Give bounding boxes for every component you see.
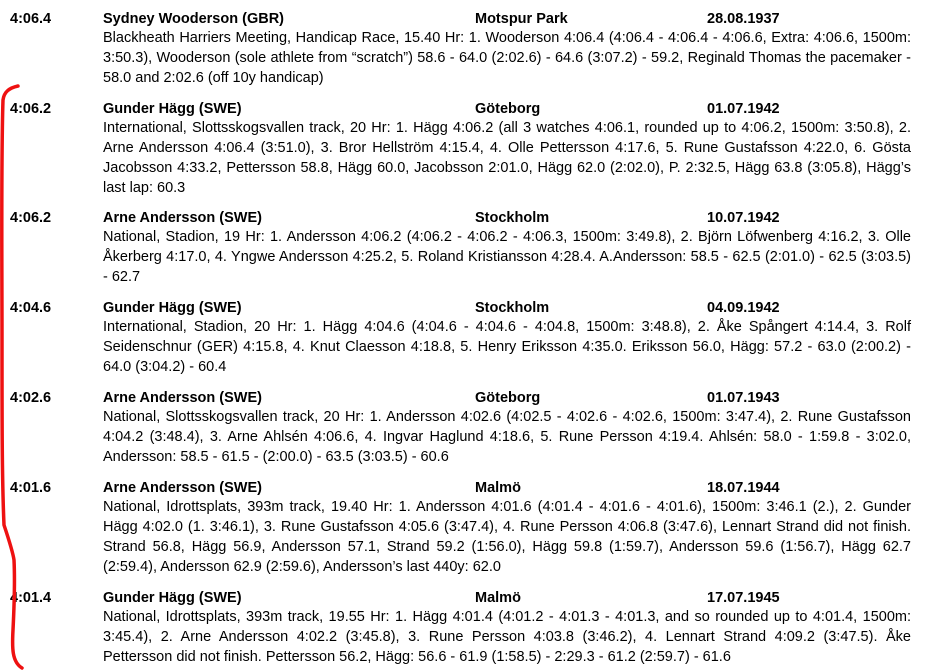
record-athlete: Arne Andersson (SWE) xyxy=(103,210,262,226)
record-date: 28.08.1937 xyxy=(707,11,780,27)
record-header xyxy=(0,208,925,228)
record-entry xyxy=(0,9,925,89)
record-description: Blackheath Harriers Meeting, Handicap Race, 15.40 Hr: 1. Wooderson 4:06.4 (4:06.4 - 4:06.4 - 4:06.6, Extra: 4:06.6, 1500m: 3:50.3), Wooderson (sole athlete from “scratch”) 58.6 - 64.0 (2:02.6) - 64.6 (3:07.2) - 59.2, Reginald Thomas the pacemaker - 58.0 and 2:02.6 (off 10y handicap) xyxy=(103,30,911,86)
record-athlete: Gunder Hägg (SWE) xyxy=(103,590,242,606)
record-entry xyxy=(0,588,925,668)
record-date: 18.07.1944 xyxy=(707,480,780,496)
record-time: 4:04.6 xyxy=(10,300,52,316)
record-header xyxy=(0,478,925,498)
record-description: National, Slottsskogsvallen track, 20 Hr: 1. Andersson 4:02.6 (4:02.5 - 4:02.6 - 4:02.6, 1500m: 3:47.4), 2. Rune Gustafsson 4:04.2 (3:48.4), 3. Arne Ahlsén 4:06.6, 4. Ingvar Haglund 4:18.6, 5. Rune Persson 4:19.4. Ahlsén: 58.0 - 1:59.8 - 3:02.0, Andersson: 58.5 - 61.5 - (2:00.0) - 63.5 (3:03.5) - 60.6 xyxy=(103,409,911,465)
record-athlete: Gunder Hägg (SWE) xyxy=(103,300,242,316)
record-time: 4:06.2 xyxy=(10,210,52,226)
record-athlete: Sydney Wooderson (GBR) xyxy=(103,11,284,27)
record-time: 4:06.4 xyxy=(10,11,52,27)
record-entry xyxy=(0,388,925,468)
record-entry xyxy=(0,99,925,199)
record-description: National, Stadion, 19 Hr: 1. Andersson 4:06.2 (4:06.2 - 4:06.2 - 4:06.3, 1500m: 3:49.8), 2. Björn Löfwenberg 4:16.2, 3. Olle Åkerberg 4:17.0, 4. Yngwe Andersson 4:25.2, 5. Roland Kristiansson 4:28.4. A.Andersson: 58.5 - 62.5 (2:01.0) - 62.5 (3:03.5) - 62.7 xyxy=(103,229,911,285)
record-athlete: Gunder Hägg (SWE) xyxy=(103,101,242,117)
record-entry xyxy=(0,298,925,378)
record-header xyxy=(0,298,925,318)
record-date: 17.07.1945 xyxy=(707,590,780,606)
record-venue: Stockholm xyxy=(475,210,550,226)
record-header xyxy=(0,388,925,408)
record-description: National, Idrottsplats, 393m track, 19.55 Hr: 1. Hägg 4:01.4 (4:01.2 - 4:01.3 - 4:01.3, and so rounded up to 4:01.4, 1500m: 3:45.4), 2. Arne Andersson 4:02.2 (3:45.8), 3. Rune Persson 4:03.8 (3:46.2), 4. Lennart Strand 4:09.2 (3:47.5). Åke Pettersson did not finish. Pettersson 56.2, Hägg: 56.6 - 61.9 (1:58.5) - 2:29.3 - 61.2 (2:59.7) - 61.6 xyxy=(103,609,911,665)
record-time: 4:06.2 xyxy=(10,101,52,117)
record-header xyxy=(0,9,925,29)
record-header xyxy=(0,99,925,119)
record-time: 4:01.6 xyxy=(10,480,52,496)
record-venue: Göteborg xyxy=(475,101,541,117)
record-date: 01.07.1942 xyxy=(707,101,780,117)
record-description: National, Idrottsplats, 393m track, 19.40 Hr: 1. Andersson 4:01.6 (4:01.4 - 4:01.6 - 4:01.6), 1500m: 3:46.1 (2.), 2. Gunder Hägg 4:02.0 (1. 3:46.1), 3. Rune Gustafsson 4:05.6 (3:47.4), 4. Rune Persson 4:06.8 (3:47.6), Lennart Strand did not finish. Strand 56.8, Hägg 56.9, Andersson 57.1, Strand 59.2 (1:56.0), Hägg 59.8 (1:59.7), Andersson 59.6 (1:56.7), Hägg 62.7 (2:59.4), Andersson 62.9 (2:59.6), Andersson’s last 440y: 62.0 xyxy=(103,499,911,575)
record-entry xyxy=(0,478,925,578)
record-venue: Göteborg xyxy=(475,390,541,406)
record-athlete: Arne Andersson (SWE) xyxy=(103,390,262,406)
record-date: 04.09.1942 xyxy=(707,300,780,316)
record-entry xyxy=(0,208,925,288)
record-venue: Stockholm xyxy=(475,300,550,316)
record-header xyxy=(0,588,925,608)
record-date: 01.07.1943 xyxy=(707,390,780,406)
record-time: 4:01.4 xyxy=(10,590,52,606)
record-venue: Motspur Park xyxy=(475,11,568,27)
record-description: International, Slottsskogsvallen track, 20 Hr: 1. Hägg 4:06.2 (all 3 watches 4:06.1, rounded up to 4:06.2, 1500m: 3:50.8), 2. Arne Andersson 4:06.4 (3:51.0), 3. Bror Hellström 4:15.4, 4. Olle Pettersson 4:17.6, 5. Rune Gustafsson 4:22.0, 6. Gösta Jacobsson 4:33.2, Pettersson 58.8, Hägg 60.0, Jacobsson 2:01.0, Hägg 62.0 (2:02.0), P. 2:32.5, Hägg 63.8 (3:05.8), Hägg’s last lap: 60.3 xyxy=(103,120,911,196)
record-venue: Malmö xyxy=(475,480,521,496)
record-time: 4:02.6 xyxy=(10,390,52,406)
record-venue: Malmö xyxy=(475,590,521,606)
record-description: International, Stadion, 20 Hr: 1. Hägg 4:04.6 (4:04.6 - 4:04.6 - 4:04.8, 1500m: 3:48.8), 2. Åke Spångert 4:14.4, 3. Rolf Seidenschnur (GER) 4:15.8, 4. Knut Claesson 4:18.8, 5. Henry Eriksson 4:35.0. Eriksson 56.0, Hägg: 57.2 - 63.0 (2:00.2) - 64.0 (3:04.2) - 60.4 xyxy=(103,319,911,375)
record-date: 10.07.1942 xyxy=(707,210,780,226)
record-athlete: Arne Andersson (SWE) xyxy=(103,480,262,496)
